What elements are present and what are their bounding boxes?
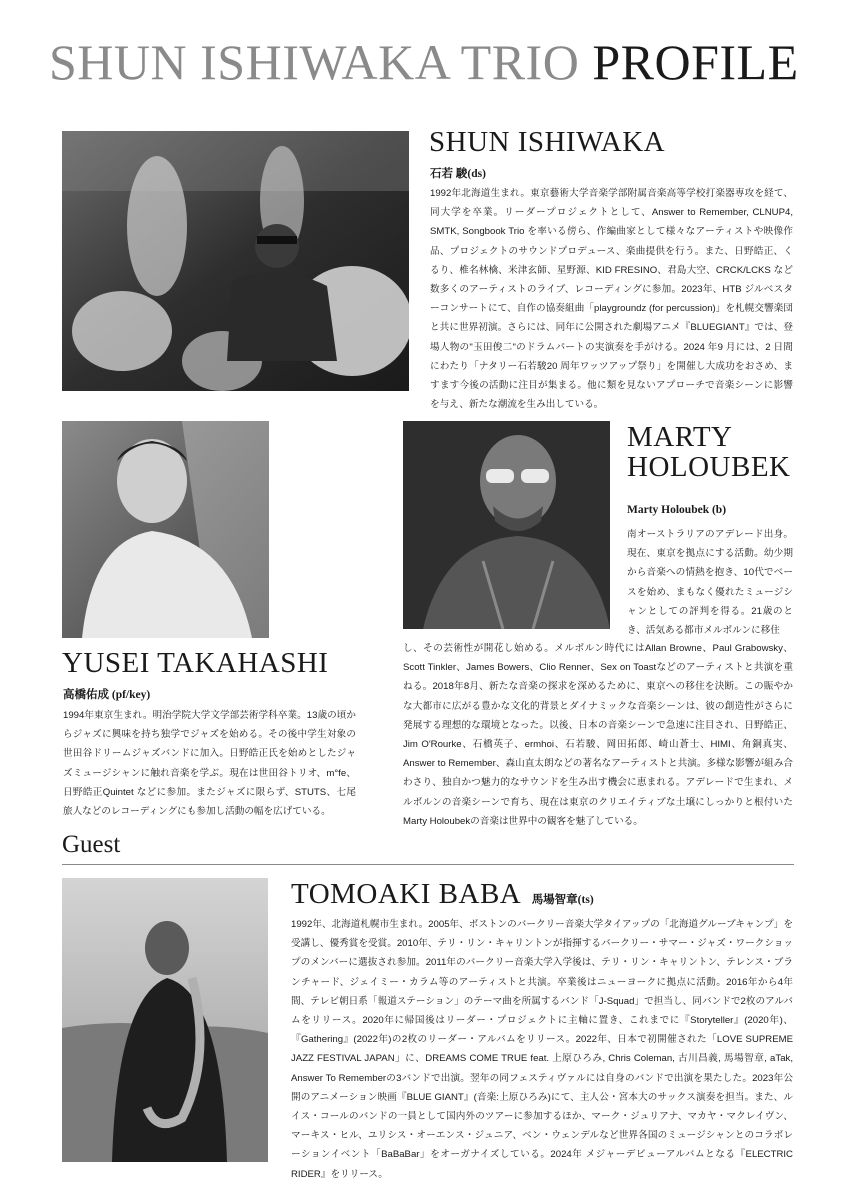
- shun-ishiwaka-name: SHUN ISHIWAKA: [429, 126, 666, 158]
- yusei-takahashi-name: YUSEI TAKAHASHI: [62, 647, 329, 679]
- marty-holoubek-photo: [403, 421, 610, 629]
- guest-heading: Guest: [62, 831, 121, 858]
- guest-divider: [62, 864, 794, 865]
- marty-holoubek-role: Marty Holoubek (b): [627, 504, 727, 516]
- shun-ishiwaka-role: 石若 駿(ds): [430, 168, 486, 180]
- marty-holoubek-bio-narrow: 南オーストラリアのアデレード出身。現在、東京を拠点にする活動。幼少期から音楽への情熱を抱き、10代でベースを始め、まもなく優れたミュージシャンとしての評判を得る。21歳のとき、活気ある都市メルボルンに移住: [627, 529, 793, 637]
- shun-ishiwaka-photo: [62, 131, 409, 391]
- yusei-takahashi-photo: [62, 421, 269, 638]
- shun-ishiwaka-bio: 1992年北海道生まれ。東京藝術大学音楽学部附属音楽高等学校打楽器専攻を経て、同大学を卒業。リーダープロジェクトとして、Answer to Remember, CLNUP4, SMTK, Songbook Trio を率いる傍ら、作編曲家として様々なアーティストや映像作品、プロジェクトのサウンドプロデュース、楽曲提供を行う。また、日野皓正、くるり、椎名林檎、米津玄師、星野源、KID FRESINO、君島大空、CRCK/LCKS など数多くのアーティストのライブ、レコーディングに参加。2023年、HTB ジルベスターコンサートにて、自作の協奏組曲「playgroundz (for percussion)」を札幌交響楽団と共に世界初演。さらには、同年に公開された劇場アニメ『BLUEGIANT』では、登場人物の"玉田俊二"のドラムパートの実演奏を手がける。2024 年9 月には、2 日間にわたり「ナタリー石若駿20 周年ワッツアップ祭り」を開催し大成功をおさめ、ますます今後の活動に注目が集まる。他に類を見ないアプローチで音楽シーンに影響を与え、新たな潮流を生み出している。: [430, 188, 793, 411]
- yusei-takahashi-bio: 1994年東京生まれ。明治学院大学文学部芸術学科卒業。13歳の頃からジャズに興味を持ち独学でジャズを始める。その後中学生対象の世田谷ドリームジャズバンドに加入。日野皓正氏を始めとしたジャズミュージシャンに触れ音楽を学ぶ。現在は世田谷トリオ、m°fe、日野皓正Quintet などに参加。またジャズに限らず、STUTS、七尾旅人などのレコーディングにも参加し活動の幅を広げている。: [63, 710, 356, 818]
- marty-holoubek-bio-wide: し、その芸術性が開花し始める。メルボルン時代にはAllan Browne、Paul Grabowsky、Scott Tinkler、James Bowers、Clio Renner、Sex on Toastなどのアーティストと共演を重ねる。2018年8月、新たな音楽の探求を深めるために、東京への移住を決断。この賑やかな大都市に広がる豊かな文化的背景とダイナミックな音楽シーンは、彼の創造性がさらに発展する理想的な環境となった。以後、日本の音楽シーンで急速に注目され、日野皓正、Jim O'Rourke、石橋英子、ermhoi、石若駿、岡田拓郎、崎山蒼士、HIMI、角銅真実、Answer to Remember、森山直太朗などの著名なアーティストと共演。多様な影響が組み合わさり、独自かつ魅力的なサウンドを生み出す機会に恵まれる。アデレードで生まれ、メルボルンの音楽シーンで育ち、現在は東京のクリエイティブな土壌にしっかりと根付いたMarty Holoubekの音楽は世界中の観客を魅了している。: [403, 643, 793, 827]
- tomoaki-baba-role: 馬場智章(ts): [531, 894, 594, 906]
- page-title-dark: PROFILE: [592, 34, 799, 90]
- marty-holoubek-name: [627, 422, 791, 483]
- marty-holoubek-name-line2: HOLOUBEK: [627, 451, 791, 484]
- page-title-light: SHUN ISHIWAKA TRIO: [49, 34, 580, 90]
- tomoaki-baba-name: TOMOAKI BABA: [291, 878, 522, 910]
- yusei-takahashi-role: 高橋佑成 (pf/key): [63, 689, 151, 701]
- tomoaki-baba-bio: 1992年、北海道札幌市生まれ。2005年、ボストンのバークリー音楽大学タイアップの「北海道グルーブキャンプ」を受講し、優秀賞を受賞。2010年、テリ・リン・キャリントンが指揮するバークリー・サマー・ジャズ・ワークショップのメンバーに選抜され参加。2011年のバークリー音楽大学入学後は、テリ・リン・キャリントン、テレンス・ブランチャード、ジェイミー・カラム等のアーティストと共演。卒業後はニューヨークに拠点に活動。2016年から4年間、テレビ朝日系「報道ステーション」のテーマ曲を所属するバンド「J-Squad」で担当し、同バンドで2枚のアルバムをリリース。2020年に帰国後はリーダー・プロジェクトに主軸に置き、これまでに『Storyteller』(2020年)、『Gathering』(2022年)の2枚のリーダー・アルバムをリリース。2022年、日本で初開催された「LOVE SUPREME JAZZ FESTIVAL JAPAN」に、DREAMS COME TRUE feat. 上原ひろみ, Chris Coleman, 古川昌義, 馬場智章, aTak, Answer To Rememberの3バンドで出演。翌年の同フェスティヴァルには自身のバンドで出演を果たした。2023年公開のアニメーション映画『BLUE GIANT』(音楽:上原ひろみ)にて、主人公・宮本大のサックス演奏を担当。また、ルイス・コールのバンドの一員として国内外のツアーに参加するほか、マーク・ジュリアナ、マカヤ・マクレイヴン、マーキス・ヒル、ユリシス・オーエンス・ジュニア、ベン・ウェンデルなど世界各国のミュージシャンとのコラボレーションイベント「BaBaBar」をオーガナイズしている。2024年 メジャーデビューアルバムとなる『ELECTRIC RIDER』をリリース。: [291, 919, 793, 1180]
- tomoaki-baba-heading: [291, 879, 594, 909]
- tomoaki-baba-photo: [62, 878, 268, 1162]
- marty-holoubek-name-line1: MARTY: [627, 421, 733, 453]
- page-title: [49, 34, 799, 90]
